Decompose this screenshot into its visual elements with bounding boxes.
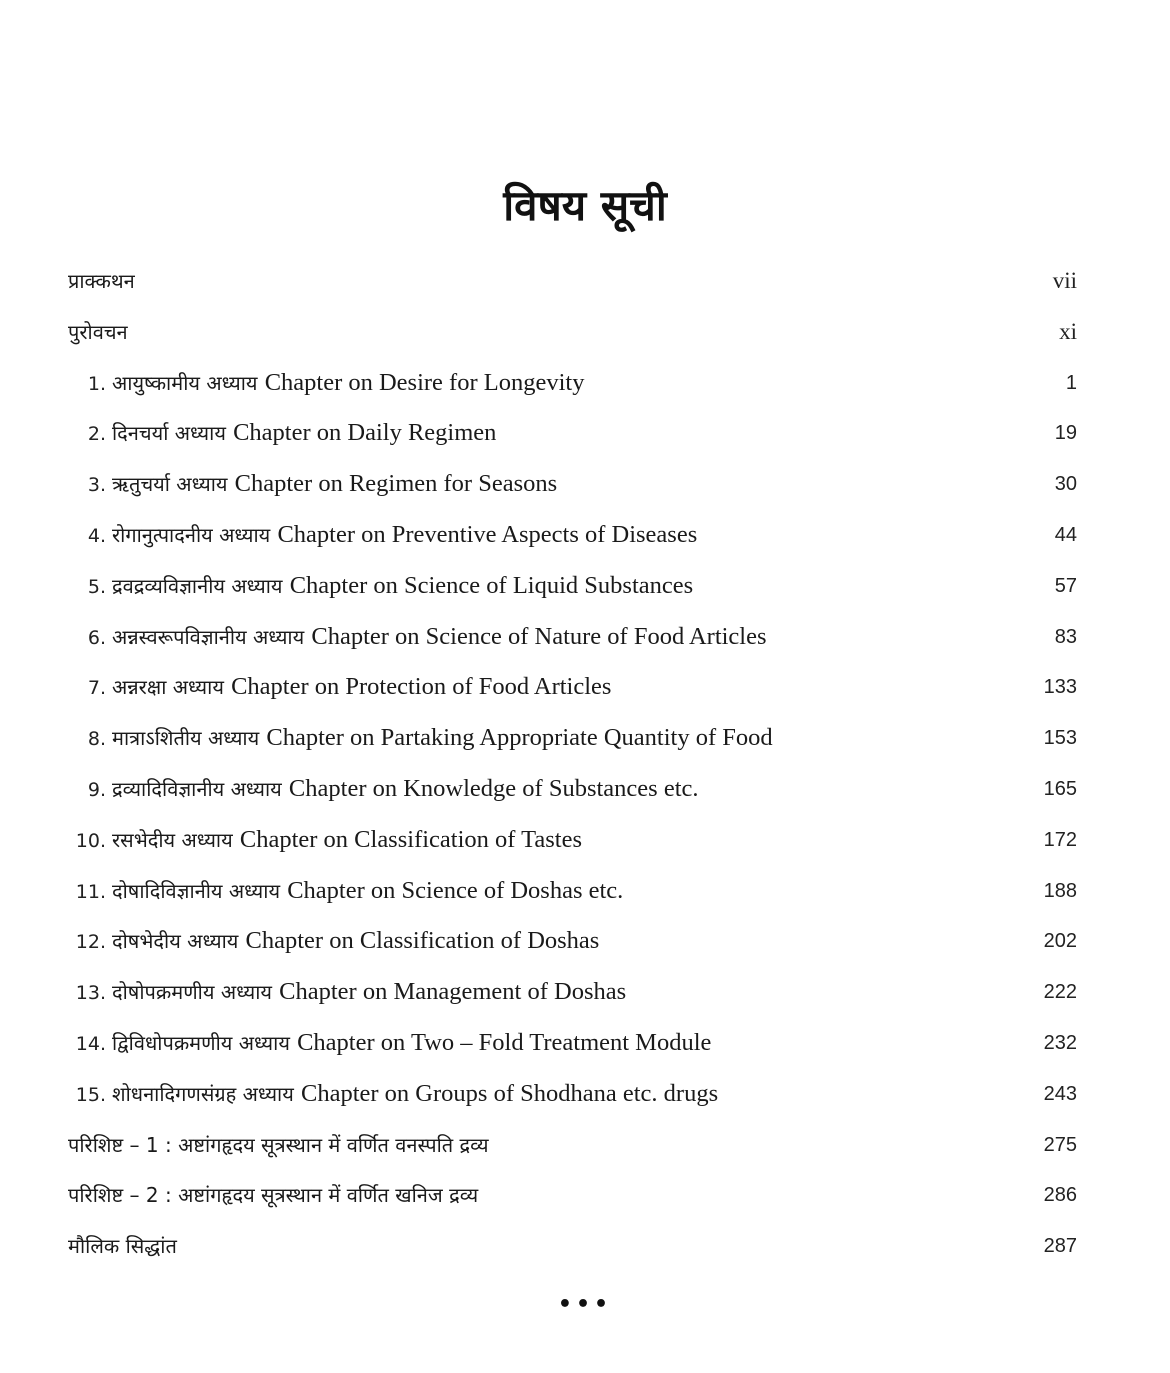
toc-entry-text [68, 967, 626, 1017]
chapter-english-title: Chapter on Desire for Longevity [264, 368, 585, 396]
chapter-number: 6. [87, 626, 106, 649]
toc-entry-chapter [0, 612, 1170, 663]
chapter-number: 3. [87, 474, 106, 497]
toc-entry-chapter [0, 967, 1170, 1018]
toc-entry-text [68, 459, 557, 509]
toc-page-number: xi [1059, 318, 1077, 344]
toc-page-number: 153 [1043, 727, 1077, 750]
chapter-hindi-title: रसभेदीय अध्याय [112, 827, 233, 852]
chapter-number: 2. [87, 423, 106, 446]
chapter-number: 5. [87, 575, 106, 598]
chapter-english-title: Chapter on Preventive Aspects of Diseases [277, 520, 698, 548]
chapter-hindi-title: द्रव्यादिविज्ञानीय अध्याय [112, 776, 282, 801]
chapter-number: 9. [87, 778, 106, 801]
chapter-hindi-title: दोषादिविज्ञानीय अध्याय [112, 878, 281, 903]
section-end-ornament: ••• [557, 1292, 613, 1317]
chapter-english-title: Chapter on Daily Regimen [233, 419, 497, 447]
toc-entry-chapter [0, 1069, 1170, 1120]
toc-entry-front-matter [0, 307, 1170, 358]
chapter-hindi-title: ऋतुचर्या अध्याय [112, 472, 228, 497]
toc-entry-chapter [0, 764, 1170, 815]
toc-entry-text [68, 358, 584, 408]
toc-page-number: 83 [1054, 625, 1077, 648]
toc-entry-chapter [0, 459, 1170, 510]
chapter-number: 4. [87, 524, 106, 547]
chapter-hindi-title: दिनचर्या अध्याय [112, 421, 226, 446]
toc-entry-front-matter [0, 256, 1170, 307]
toc-entry-text [68, 561, 693, 611]
toc-entry-text [68, 408, 496, 458]
toc-entry-label: प्राक्कथन [68, 269, 135, 293]
toc-page-number: 232 [1043, 1031, 1077, 1054]
toc-page-number: 19 [1054, 422, 1077, 445]
toc-entry-chapter [0, 916, 1170, 967]
toc-page-number: 1 [1065, 371, 1077, 394]
toc-entry-text [68, 1069, 718, 1119]
toc-entry-text [68, 764, 699, 814]
chapter-number: 13. [75, 982, 106, 1005]
toc-entry-chapter [0, 1018, 1170, 1069]
chapter-number: 11. [75, 880, 106, 903]
toc-page-number: 133 [1043, 676, 1077, 699]
chapter-english-title: Chapter on Classification of Tastes [239, 825, 582, 853]
table-of-contents [0, 256, 1170, 1272]
toc-entry-text [68, 916, 599, 966]
chapter-english-title: Chapter on Management of Doshas [279, 978, 627, 1006]
toc-page-number: 165 [1043, 777, 1077, 800]
chapter-hindi-title: रोगानुत्पादनीय अध्याय [112, 522, 271, 547]
toc-page-number: 30 [1054, 473, 1077, 496]
toc-entry-label: मौलिक सिद्धांत [68, 1234, 177, 1259]
toc-page-number: vii [1052, 268, 1077, 293]
toc-entry-back-matter [0, 1221, 1170, 1272]
toc-page-number: 188 [1043, 879, 1077, 902]
toc-entry-chapter [0, 662, 1170, 713]
toc-page-number: 172 [1043, 828, 1077, 851]
chapter-number: 10. [75, 829, 106, 852]
toc-page-number: 222 [1043, 981, 1077, 1004]
toc-entry-chapter [0, 510, 1170, 561]
chapter-hindi-title: द्रवद्रव्यविज्ञानीय अध्याय [112, 573, 283, 598]
chapter-english-title: Chapter on Protection of Food Articles [231, 673, 612, 701]
chapter-hindi-title: दोषभेदीय अध्याय [112, 929, 239, 954]
chapter-english-title: Chapter on Science of Liquid Substances [289, 571, 694, 599]
toc-entry-chapter [0, 866, 1170, 917]
toc-entry-appendix [0, 1120, 1170, 1171]
toc-page-number: 243 [1043, 1082, 1077, 1105]
toc-entry-text [68, 662, 611, 712]
chapter-hindi-title: शोधनादिगणसंग्रह अध्याय [112, 1081, 294, 1106]
chapter-number: 12. [75, 931, 106, 954]
chapter-number: 1. [87, 372, 106, 395]
chapter-english-title: Chapter on Knowledge of Substances etc. [288, 774, 699, 802]
toc-entry-text [68, 1018, 711, 1068]
toc-entry-chapter [0, 561, 1170, 612]
toc-page-number: 286 [1043, 1184, 1077, 1207]
toc-entry-chapter [0, 358, 1170, 409]
chapter-number: 15. [75, 1083, 106, 1106]
chapter-english-title: Chapter on Partaking Appropriate Quantity of Food [266, 724, 773, 752]
toc-entry-label: परिशिष्ट – 2 : अष्टांगहृदय सूत्रस्थान में वर्णित खनिज द्रव्य [68, 1183, 479, 1208]
chapter-hindi-title: अन्नस्वरूपविज्ञानीय अध्याय [112, 624, 305, 649]
chapter-hindi-title: आयुष्कामीय अध्याय [112, 370, 258, 395]
toc-page-number: 57 [1054, 574, 1077, 597]
chapter-number: 7. [87, 677, 106, 700]
toc-entry-chapter [0, 815, 1170, 866]
chapter-hindi-title: अन्नरक्षा अध्याय [112, 675, 224, 700]
chapter-hindi-title: मात्राऽशितीय अध्याय [112, 726, 260, 751]
chapter-hindi-title: द्विविधोपक्रमणीय अध्याय [112, 1030, 290, 1055]
toc-entry-appendix [0, 1170, 1170, 1221]
chapter-english-title: Chapter on Two – Fold Treatment Module [297, 1028, 712, 1056]
page-title: विषय सूची [503, 181, 667, 230]
toc-entry-text [68, 866, 623, 916]
toc-entry-label: परिशिष्ट – 1 : अष्टांगहृदय सूत्रस्थान में वर्णित वनस्पति द्रव्य [68, 1132, 489, 1157]
toc-page-number: 287 [1043, 1235, 1077, 1258]
toc-entry-text [68, 510, 697, 560]
toc-entry-text [68, 612, 767, 662]
toc-entry-chapter [0, 408, 1170, 459]
chapter-english-title: Chapter on Science of Doshas etc. [287, 876, 624, 904]
toc-page-number: 44 [1054, 523, 1077, 546]
toc-entry-text [68, 713, 773, 763]
toc-entry-text [68, 815, 582, 865]
chapter-number: 8. [87, 728, 106, 751]
chapter-english-title: Chapter on Science of Nature of Food Articles [311, 622, 767, 650]
chapter-hindi-title: दोषोपक्रमणीय अध्याय [112, 980, 272, 1005]
chapter-number: 14. [75, 1032, 106, 1055]
toc-page-number: 202 [1043, 930, 1077, 953]
toc-page-number: 275 [1043, 1133, 1077, 1156]
toc-entry-chapter [0, 713, 1170, 764]
chapter-english-title: Chapter on Classification of Doshas [245, 927, 600, 955]
chapter-english-title: Chapter on Groups of Shodhana etc. drugs [301, 1079, 719, 1107]
toc-entry-label: पुरोवचन [68, 319, 128, 344]
chapter-english-title: Chapter on Regimen for Seasons [234, 470, 558, 498]
